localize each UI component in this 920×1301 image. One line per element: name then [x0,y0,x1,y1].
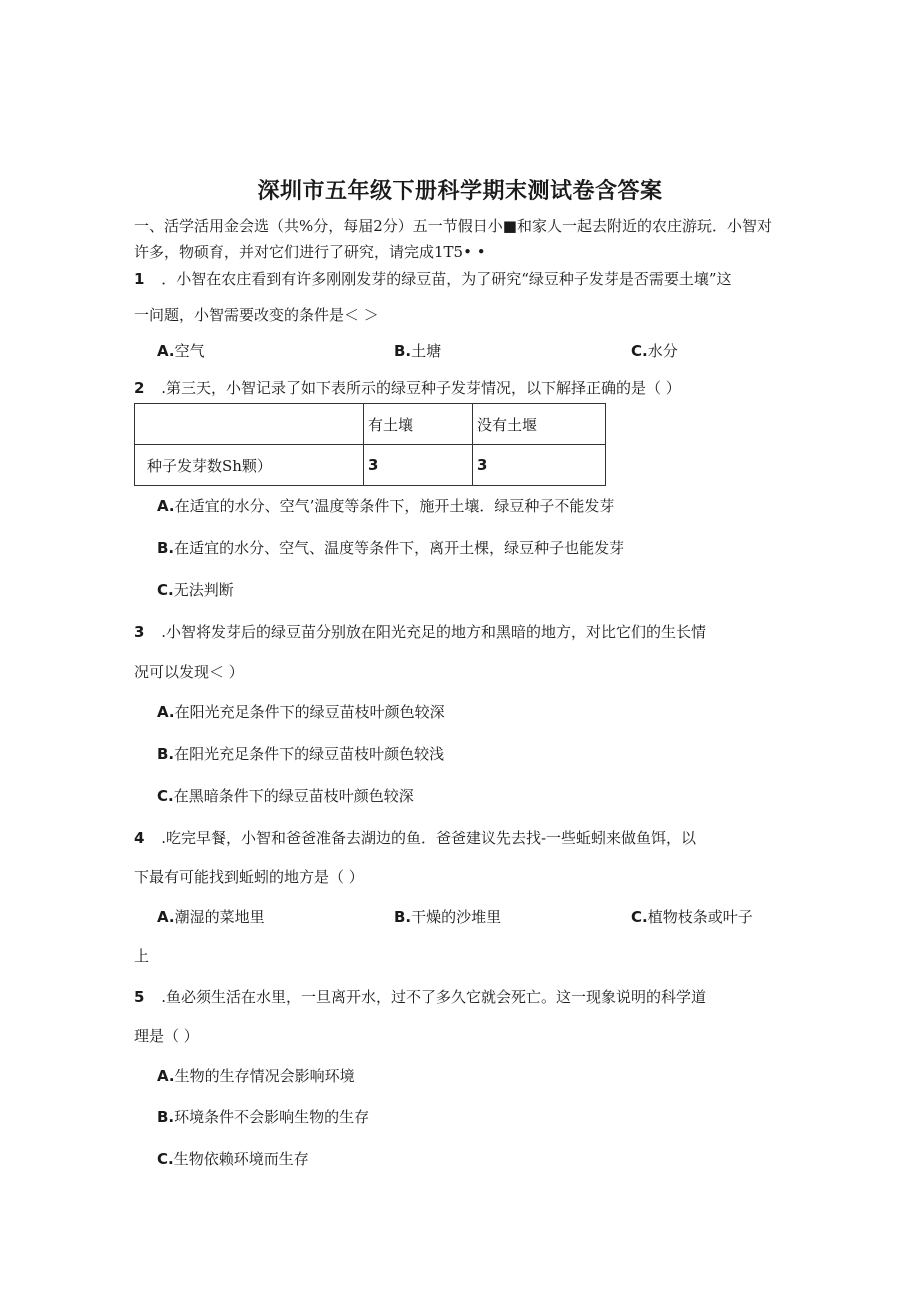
question-text: .第三天，小智记录了如下表所示的绿豆种子发芽情况，以下解择正确的是（ ） [161,379,681,397]
table-header-row [135,404,606,445]
q4-option-b[interactable]: B.干燥的沙堆里 [394,908,502,926]
question-4-line-2: 下最有可能找到蚯蚓的地方是（ ） [134,868,364,886]
question-1 [134,269,732,289]
q5-option-c[interactable]: C.生物依赖环境而生存 [157,1150,309,1168]
germination-table [134,403,606,486]
question-2 [134,378,681,398]
question-text: .小智将发芽后的绿豆苗分别放在阳光充足的地方和黑暗的地方，对比它们的生长情 [161,623,706,641]
question-text: .鱼必须生活在水里，一旦离开水，过不了多久它就会死亡。这一现象说明的科学道 [161,988,706,1006]
question-number: 1 [134,270,145,288]
q1-option-a[interactable]: A.空气 [157,342,205,360]
q2-option-a[interactable]: A.在适宜的水分、空气’温度等条件下，施开土壤．绿豆种子不能发芽 [157,497,615,515]
question-text: ．小智在农庄看到有许多刚刚发芽的绿豆苗，为了研究“绿豆种子发芽是否需要土壤”这 [161,270,732,288]
question-5-line-2: 理是（ ） [134,1027,199,1045]
table-header-without-soil: 没有土堰 [473,404,606,445]
q5-option-a[interactable]: A.生物的生存情况会影响环境 [157,1067,355,1085]
intro-line-2: 许多，物硕育，并对它们进行了研究，请完成1T5• • [134,243,486,261]
q3-option-c[interactable]: C.在黑暗条件下的绿豆苗枝叶颜色较深 [157,787,414,805]
question-3-line-2: 况可以发现＜ ） [134,663,244,681]
question-4 [134,828,696,848]
q4-option-c[interactable]: C.植物枝条或叶子 [631,908,753,926]
q1-option-b[interactable]: B.土塘 [394,342,442,360]
q4-option-c-continuation: 上 [134,947,150,965]
intro-line-1: 一、活学活用金会选（共%分，每届2分）五一节假日小■和家人一起去附近的农庄游玩．小智对 [134,217,772,235]
q2-option-c[interactable]: C.无法判断 [157,581,234,599]
question-number: 3 [134,623,145,641]
q1-option-c[interactable]: C.水分 [631,342,678,360]
table-header-empty [135,404,364,445]
table-cell-without-soil: 3 [473,445,606,486]
table-row-label: 种子发芽数Sh颗） [135,445,364,486]
q4-option-a[interactable]: A.潮湿的菜地里 [157,908,265,926]
question-number: 5 [134,988,145,1006]
table-header-with-soil: 有土壤 [364,404,473,445]
page-title: 深圳市五年级下册科学期末测试卷含答案 [257,179,663,204]
question-number: 4 [134,829,145,847]
question-5 [134,987,706,1007]
question-text: .吃完早餐，小智和爸爸准备去湖边的鱼．爸爸建议先去找-一些蚯蚓来做鱼饵，以 [161,829,697,847]
question-3 [134,622,706,642]
q5-option-b[interactable]: B.环境条件不会影响生物的生存 [157,1108,370,1126]
table-cell-with-soil: 3 [364,445,473,486]
q2-option-b[interactable]: B.在适宜的水分、空气、温度等条件下，离开土棵，绿豆种子也能发芽 [157,539,625,557]
q3-option-b[interactable]: B.在阳光充足条件下的绿豆苗枝叶颜色较浅 [157,745,445,763]
q3-option-a[interactable]: A.在阳光充足条件下的绿豆苗枝叶颜色较深 [157,703,445,721]
question-1-line-2: 一问题，小智需要改变的条件是＜ ＞ [134,306,379,324]
table-row [135,445,606,486]
question-number: 2 [134,379,145,397]
